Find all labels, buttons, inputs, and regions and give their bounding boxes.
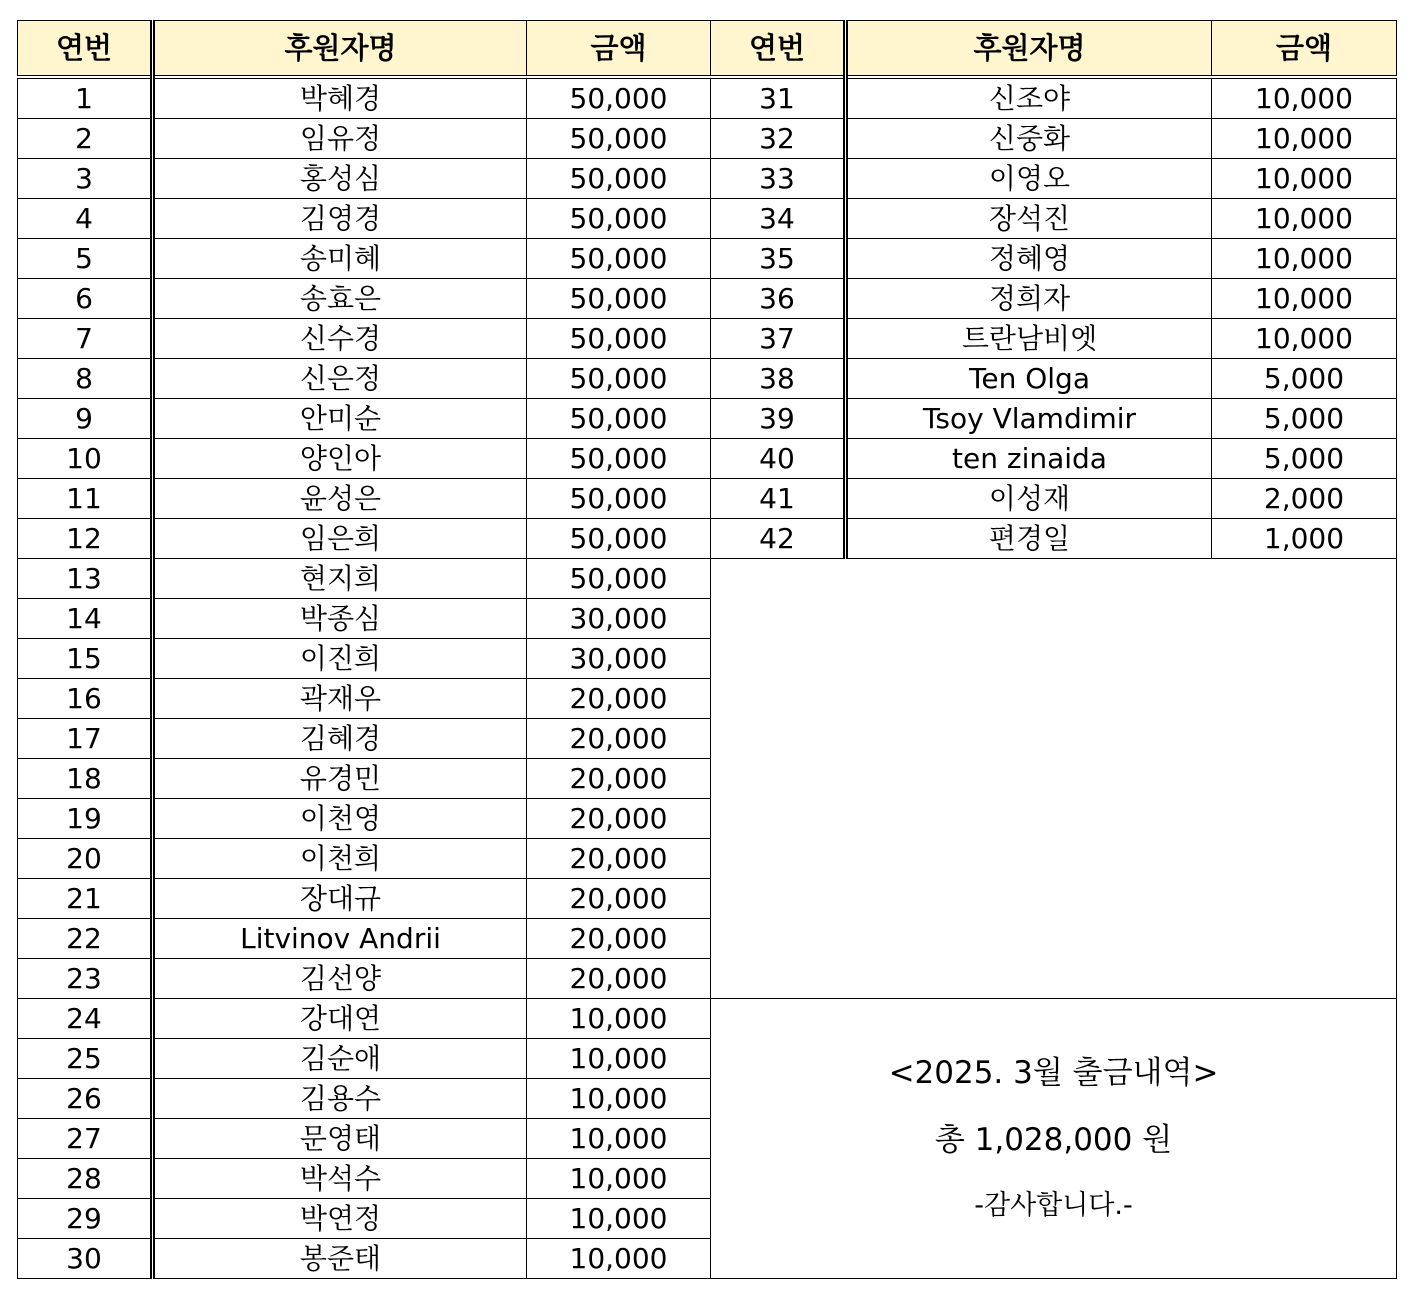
summary-title: <2025. 3월 출금내역> <box>888 1055 1219 1091</box>
donation-amount: 20,000 <box>527 839 711 879</box>
table-row <box>18 559 1397 599</box>
donation-amount: 10,000 <box>1212 279 1397 319</box>
donation-amount: 50,000 <box>527 399 711 439</box>
row-number: 18 <box>18 759 153 799</box>
donor-name: Litvinov Andrii <box>153 919 527 959</box>
donor-name: 윤성은 <box>153 479 527 519</box>
donation-amount: 10,000 <box>1212 119 1397 159</box>
row-number: 30 <box>18 1239 153 1279</box>
donation-amount: 20,000 <box>527 719 711 759</box>
donation-amount: 50,000 <box>527 319 711 359</box>
header-no-right: 연번 <box>711 21 846 78</box>
row-number: 5 <box>18 239 153 279</box>
table-row <box>18 479 1397 519</box>
row-number: 41 <box>711 479 846 519</box>
donor-name: 신수경 <box>153 319 527 359</box>
table-row <box>18 439 1397 479</box>
donation-amount: 10,000 <box>1212 239 1397 279</box>
table-row <box>18 399 1397 439</box>
donation-amount: 1,000 <box>1212 519 1397 559</box>
row-number: 4 <box>18 199 153 239</box>
donation-table <box>17 20 1397 1279</box>
donor-name: 정혜영 <box>846 239 1212 279</box>
donor-name: 신중화 <box>846 119 1212 159</box>
donor-name: 이천희 <box>153 839 527 879</box>
donor-name: 이성재 <box>846 479 1212 519</box>
row-number: 14 <box>18 599 153 639</box>
donor-name: 박석수 <box>153 1159 527 1199</box>
row-number: 2 <box>18 119 153 159</box>
header-name-left: 후원자명 <box>153 21 527 78</box>
row-number: 28 <box>18 1159 153 1199</box>
row-number: 40 <box>711 439 846 479</box>
row-number: 33 <box>711 159 846 199</box>
donor-name: 박연정 <box>153 1199 527 1239</box>
donor-name: 현지희 <box>153 559 527 599</box>
row-number: 29 <box>18 1199 153 1239</box>
donor-name: 장대규 <box>153 879 527 919</box>
donor-name: 트란남비엣 <box>846 319 1212 359</box>
donor-name: 신조야 <box>846 77 1212 119</box>
row-number: 12 <box>18 519 153 559</box>
table-row <box>18 159 1397 199</box>
table-row <box>18 279 1397 319</box>
donor-name: Ten Olga <box>846 359 1212 399</box>
donor-name: 장석진 <box>846 199 1212 239</box>
table-row <box>18 519 1397 559</box>
row-number: 21 <box>18 879 153 919</box>
donation-amount: 10,000 <box>527 1159 711 1199</box>
row-number: 8 <box>18 359 153 399</box>
donation-amount: 10,000 <box>1212 319 1397 359</box>
empty-area <box>711 559 1397 999</box>
table-row <box>18 119 1397 159</box>
donation-amount: 50,000 <box>527 119 711 159</box>
donation-amount: 10,000 <box>527 999 711 1039</box>
donation-amount: 10,000 <box>527 1119 711 1159</box>
row-number: 11 <box>18 479 153 519</box>
donor-name: ten zinaida <box>846 439 1212 479</box>
donation-amount: 30,000 <box>527 639 711 679</box>
table-row <box>18 359 1397 399</box>
header-row <box>18 21 1397 78</box>
donor-name: Tsoy Vlamdimir <box>846 399 1212 439</box>
donation-amount: 10,000 <box>527 1199 711 1239</box>
donation-amount: 30,000 <box>527 599 711 639</box>
donor-name: 박종심 <box>153 599 527 639</box>
row-number: 24 <box>18 999 153 1039</box>
row-number: 9 <box>18 399 153 439</box>
donation-amount: 20,000 <box>527 879 711 919</box>
header-amount-right: 금액 <box>1212 21 1397 78</box>
donor-name: 김순애 <box>153 1039 527 1079</box>
donation-amount: 2,000 <box>1212 479 1397 519</box>
donor-name: 유경민 <box>153 759 527 799</box>
row-number: 38 <box>711 359 846 399</box>
header-amount-left: 금액 <box>527 21 711 78</box>
donor-name: 김영경 <box>153 199 527 239</box>
header-no-left: 연번 <box>18 21 153 78</box>
donation-amount: 50,000 <box>527 239 711 279</box>
donor-name: 김선양 <box>153 959 527 999</box>
row-number: 25 <box>18 1039 153 1079</box>
row-number: 1 <box>18 77 153 119</box>
donor-name: 김혜경 <box>153 719 527 759</box>
donor-name: 박혜경 <box>153 77 527 119</box>
donation-amount: 50,000 <box>527 159 711 199</box>
donation-amount: 50,000 <box>527 479 711 519</box>
donor-name: 이천영 <box>153 799 527 839</box>
table-row <box>18 319 1397 359</box>
donation-amount: 5,000 <box>1212 439 1397 479</box>
row-number: 23 <box>18 959 153 999</box>
donor-name: 양인아 <box>153 439 527 479</box>
donor-name: 정희자 <box>846 279 1212 319</box>
donation-amount: 20,000 <box>527 799 711 839</box>
table-row <box>18 77 1397 119</box>
donation-amount: 10,000 <box>527 1239 711 1279</box>
donation-amount: 50,000 <box>527 279 711 319</box>
row-number: 20 <box>18 839 153 879</box>
summary-box <box>711 999 1397 1279</box>
donor-name: 이영오 <box>846 159 1212 199</box>
row-number: 42 <box>711 519 846 559</box>
row-number: 39 <box>711 399 846 439</box>
donor-name: 문영태 <box>153 1119 527 1159</box>
donation-amount: 20,000 <box>527 919 711 959</box>
row-number: 37 <box>711 319 846 359</box>
donor-name: 편경일 <box>846 519 1212 559</box>
donor-name: 송효은 <box>153 279 527 319</box>
table-row <box>18 239 1397 279</box>
row-number: 32 <box>711 119 846 159</box>
summary-total: 총 1,028,000 원 <box>934 1122 1173 1158</box>
donation-amount: 10,000 <box>1212 159 1397 199</box>
table-row <box>18 999 1397 1039</box>
donation-amount: 50,000 <box>527 439 711 479</box>
donor-name: 임은희 <box>153 519 527 559</box>
donation-amount: 5,000 <box>1212 359 1397 399</box>
donor-name: 곽재우 <box>153 679 527 719</box>
row-number: 16 <box>18 679 153 719</box>
row-number: 17 <box>18 719 153 759</box>
donation-amount: 50,000 <box>527 77 711 119</box>
donation-amount: 50,000 <box>527 359 711 399</box>
summary-thanks: -감사합니다.- <box>974 1190 1133 1221</box>
donation-amount: 10,000 <box>1212 199 1397 239</box>
row-number: 15 <box>18 639 153 679</box>
donation-amount: 10,000 <box>1212 77 1397 119</box>
row-number: 35 <box>711 239 846 279</box>
row-number: 27 <box>18 1119 153 1159</box>
row-number: 31 <box>711 77 846 119</box>
donation-amount: 20,000 <box>527 679 711 719</box>
donor-name: 임유정 <box>153 119 527 159</box>
row-number: 3 <box>18 159 153 199</box>
donation-amount: 20,000 <box>527 759 711 799</box>
table-body <box>18 77 1397 1279</box>
donation-amount: 10,000 <box>527 1039 711 1079</box>
row-number: 7 <box>18 319 153 359</box>
row-number: 22 <box>18 919 153 959</box>
donor-name: 김용수 <box>153 1079 527 1119</box>
donor-name: 송미혜 <box>153 239 527 279</box>
donor-name: 신은정 <box>153 359 527 399</box>
donation-amount: 50,000 <box>527 199 711 239</box>
row-number: 10 <box>18 439 153 479</box>
donation-amount: 20,000 <box>527 959 711 999</box>
header-name-right: 후원자명 <box>846 21 1212 78</box>
row-number: 26 <box>18 1079 153 1119</box>
table-row <box>18 199 1397 239</box>
row-number: 19 <box>18 799 153 839</box>
donation-amount: 50,000 <box>527 559 711 599</box>
donor-name: 안미순 <box>153 399 527 439</box>
row-number: 13 <box>18 559 153 599</box>
donor-name: 봉준태 <box>153 1239 527 1279</box>
row-number: 34 <box>711 199 846 239</box>
donor-name: 홍성심 <box>153 159 527 199</box>
donation-amount: 10,000 <box>527 1079 711 1119</box>
donor-name: 이진희 <box>153 639 527 679</box>
row-number: 36 <box>711 279 846 319</box>
donation-amount: 5,000 <box>1212 399 1397 439</box>
donor-name: 강대연 <box>153 999 527 1039</box>
row-number: 6 <box>18 279 153 319</box>
donation-amount: 50,000 <box>527 519 711 559</box>
